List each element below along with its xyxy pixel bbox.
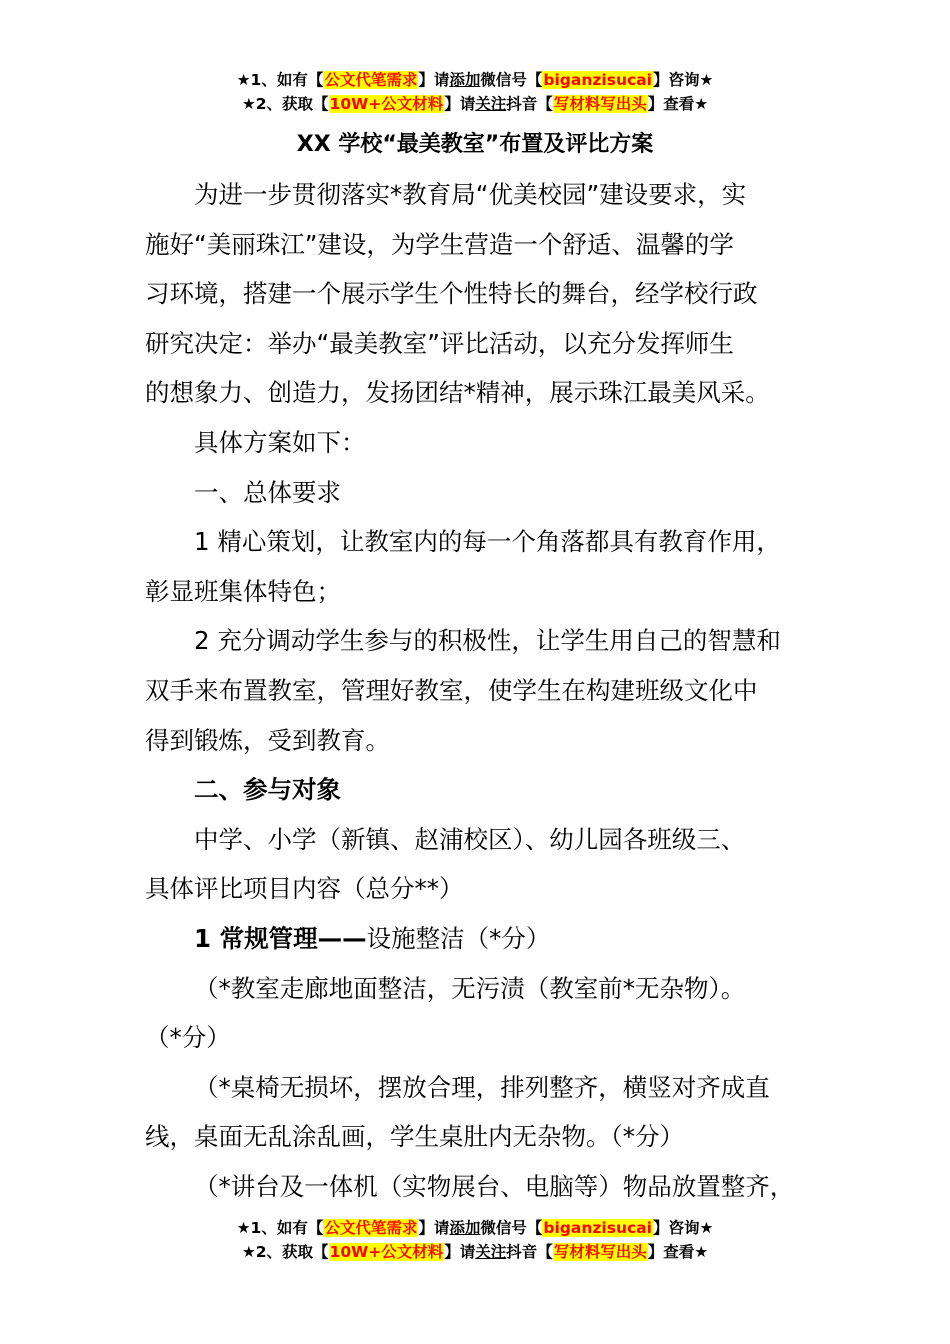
text-line: （*讲台及一体机（实物展台、电脑等）物品放置整齐， [194,1171,795,1201]
paragraph-routine-management [145,914,813,964]
banner-text: 微信号【 [480,1219,543,1237]
banner-text: ★1、如有【 [236,71,324,89]
banner-highlight: 10W+公文材料 [329,1243,444,1261]
text-line: 线，桌面无乱涂乱画，学生桌肚内无杂物。（*分） [145,1122,684,1152]
text-line: 具体评比项目内容（总分**） [145,874,464,904]
text-line: 2 充分调动学生参与的积极性，让学生用自己的智慧和 [194,626,781,656]
text-line: （*教室走廊地面整洁，无污渍（教室前*无杂物）。 [194,973,746,1003]
text-line: 二、参与对象 [194,775,341,805]
banner-text: ★2、获取【 [241,95,329,113]
banner-text: 】查看★ [647,1243,709,1261]
banner-text: 】请 [444,1243,476,1261]
banner-underlined: 添加 [449,71,481,89]
paragraph-participants [145,815,813,914]
banner-line-1 [0,1216,950,1240]
banner-highlight: 写材料写出头 [553,1243,647,1261]
banner-line-1 [0,68,950,92]
header-banner [0,68,950,116]
banner-underlined: 关注 [475,95,507,113]
banner-text: 抖音【 [506,95,553,113]
banner-text: 】咨询★ [652,1219,714,1237]
text-line: 施好“美丽珠江”建设，为学生营造一个舒适、温馨的学 [145,229,734,259]
banner-text: 抖音【 [506,1243,553,1261]
banner-underlined: 关注 [475,1243,507,1261]
banner-line-2 [0,92,950,116]
text-line: 研究决定：举办“最美教室”评比活动，以充分发挥师生 [145,328,734,358]
banner-text: 】请 [444,95,476,113]
banner-highlight: 10W+公文材料 [329,95,444,113]
banner-highlight: 公文代笔需求 [324,71,418,89]
paragraph-intro [145,170,813,418]
banner-highlight: biganzisucai [543,71,652,89]
banner-text: ★2、获取【 [241,1243,329,1261]
banner-text: 微信号【 [480,71,543,89]
paragraph-podium [145,1162,813,1212]
banner-text: 】查看★ [647,95,709,113]
bold-run: 1 常规管理—— [194,923,367,953]
banner-text: 】请 [418,1219,450,1237]
text-line: 为进一步贯彻落实*教育局“优美校园”建设要求，实 [194,180,747,209]
text-line: 1 精心策划，让教室内的每一个角落都具有教育作用， [194,527,781,557]
paragraph-plan-intro [145,418,813,468]
text-line: 得到锻炼，受到教育。 [145,725,390,755]
paragraph-item-1 [145,517,813,616]
section-heading-2 [145,765,813,815]
banner-text: 】请 [418,71,450,89]
banner-highlight: 写材料写出头 [553,95,647,113]
paragraph-item-2 [145,616,813,765]
document-body [145,170,813,1211]
text-line: 双手来布置教室，管理好教室，使学生在构建班级文化中 [145,675,758,705]
banner-text: ★1、如有【 [236,1219,324,1237]
text-line: 的想象力、创造力，发扬团结*精神，展示珠江最美风采。 [145,378,770,408]
text-line: 习环境，搭建一个展示学生个性特长的舞台，经学校行政 [145,279,758,309]
paragraph-desks [145,1063,813,1162]
text-line: （*分） [145,1023,231,1053]
footer-banner [0,1216,950,1264]
text-line: 中学、小学（新镇、赵浦校区）、幼儿园各班级三、 [194,824,746,854]
banner-line-2 [0,1240,950,1264]
section-heading-1 [145,468,813,518]
banner-highlight: biganzisucai [543,1219,652,1237]
text-run: 设施整洁（*分） [366,923,551,953]
banner-underlined: 添加 [449,1219,481,1237]
text-line: （*桌椅无损坏，摆放合理，排列整齐，横竖对齐成直 [194,1072,770,1102]
text-line: 彰显班集体特色； [145,576,341,606]
paragraph-corridor [145,964,813,1063]
document-title: XX 学校“最美教室”布置及评比方案 [296,132,654,157]
banner-text: 】咨询★ [652,71,714,89]
banner-highlight: 公文代笔需求 [324,1219,418,1237]
text-line: 一、总体要求 [194,477,341,507]
text-line [145,914,813,964]
text-line: 具体方案如下： [194,427,366,457]
